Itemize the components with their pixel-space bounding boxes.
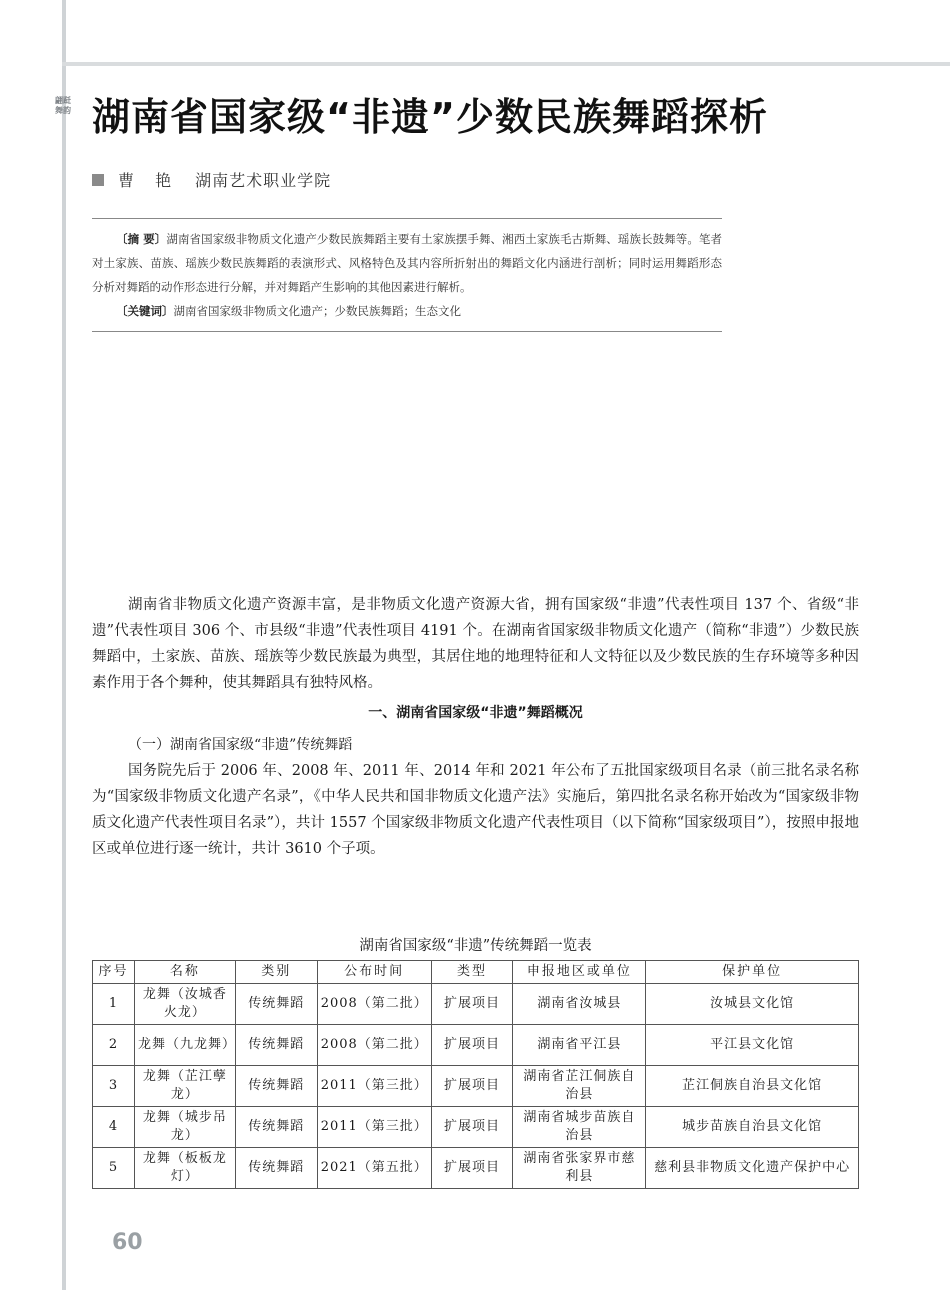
table-cell: 扩展项目 xyxy=(431,1066,513,1107)
table-cell: 3 xyxy=(93,1066,135,1107)
keywords-label: 〔关键词〕 xyxy=(116,304,174,318)
table-row xyxy=(93,1025,859,1066)
table-row xyxy=(93,1066,859,1107)
table-cell: 传统舞蹈 xyxy=(235,1107,317,1148)
section-heading-1: 一、湖南省国家级“非遗”舞蹈概况 xyxy=(368,705,583,721)
author-marker-icon xyxy=(92,174,104,186)
dance-table xyxy=(92,960,859,1189)
table-cell: 扩展项目 xyxy=(431,1107,513,1148)
top-rule xyxy=(62,62,950,66)
subsection-heading-1: （一）湖南省国家级“非遗”传统舞蹈 xyxy=(128,737,353,753)
keywords xyxy=(92,299,722,323)
table-cell: 扩展项目 xyxy=(431,1148,513,1189)
abstract-label: 〔摘 要〕 xyxy=(116,232,167,246)
table-row xyxy=(93,1107,859,1148)
article-title: 湖南省国家级“非遗”少数民族舞蹈探析 xyxy=(92,95,768,139)
header-cell: 名称 xyxy=(134,961,235,984)
table-cell: 湖南省平江县 xyxy=(513,1025,646,1066)
left-margin-bar xyxy=(62,0,66,1290)
author-line xyxy=(92,168,331,191)
abstract xyxy=(92,227,722,299)
header-cell: 类别 xyxy=(235,961,317,984)
table-row xyxy=(93,984,859,1025)
table-cell: 2011（第三批） xyxy=(317,1066,431,1107)
table-header-row xyxy=(93,961,859,984)
table-cell: 2 xyxy=(93,1025,135,1066)
table-cell: 2008（第二批） xyxy=(317,1025,431,1066)
keywords-text: 湖南省国家级非物质文化遗产；少数民族舞蹈；生态文化 xyxy=(173,304,461,318)
table-cell: 龙舞（九龙舞） xyxy=(134,1025,235,1066)
table-cell: 湖南省汝城县 xyxy=(513,984,646,1025)
author-institution: 湖南艺术职业学院 xyxy=(195,171,332,190)
table-cell: 5 xyxy=(93,1148,135,1189)
table-cell: 湖南省芷江侗族自治县 xyxy=(513,1066,646,1107)
header-cell: 申报地区或单位 xyxy=(513,961,646,984)
table-cell: 龙舞（城步吊龙） xyxy=(134,1107,235,1148)
table-cell: 城步苗族自治县文化馆 xyxy=(646,1107,859,1148)
article-body xyxy=(92,592,859,862)
header-cell: 保护单位 xyxy=(646,961,859,984)
table-cell: 传统舞蹈 xyxy=(235,1066,317,1107)
paragraph-2: 国务院先后于 2006 年、2008 年、2011 年、2014 年和 2021 年公布了五批国家级项目名录（前三批名录名称为“国家级非物质文化遗产名录”，《中华人民共和国非物质文化遗产法》实施后，第四批名录名称开始改为“国家级非物质文化遗产代表性项目名录”），共计 1557 个国家级非物质文化遗产代表性项目（以下简称“国家级项目”），按照申报地区或单位进行逐一统计，共计 3610 个子项。 xyxy=(92,763,859,857)
table-cell: 2008（第二批） xyxy=(317,984,431,1025)
table-cell: 1 xyxy=(93,984,135,1025)
section-tag: 翩跹舞韵 xyxy=(55,96,71,115)
author-name: 曹 艳 xyxy=(118,171,180,190)
table-cell: 慈利县非物质文化遗产保护中心 xyxy=(646,1148,859,1189)
table-cell: 2011（第三批） xyxy=(317,1107,431,1148)
table-caption: 湖南省国家级“非遗”传统舞蹈一览表 xyxy=(359,938,592,954)
abstract-text: 湖南省国家级非物质文化遗产少数民族舞蹈主要有土家族摆手舞、湘西土家族毛古斯舞、瑶族长鼓舞等。笔者对土家族、苗族、瑶族少数民族舞蹈的表演形式、风格特色及其内容所折射出的舞蹈文化内涵进行剖析；同时运用舞蹈形态分析对舞蹈的动作形态进行分解，并对舞蹈产生影响的其他因素进行解析。 xyxy=(92,232,722,294)
table-row xyxy=(93,1148,859,1189)
table-cell: 4 xyxy=(93,1107,135,1148)
header-cell: 序号 xyxy=(93,961,135,984)
table-cell: 龙舞（汝城香火龙） xyxy=(134,984,235,1025)
table-cell: 湖南省张家界市慈利县 xyxy=(513,1148,646,1189)
table-cell: 芷江侗族自治县文化馆 xyxy=(646,1066,859,1107)
intro-paragraph: 湖南省非物质文化遗产资源丰富，是非物质文化遗产资源大省，拥有国家级“非遗”代表性项目 137 个、省级“非遗”代表性项目 306 个、市县级“非遗”代表性项目 4191 个。在湖南省国家级非物质文化遗产（简称“非遗”）少数民族舞蹈中，土家族、苗族、瑶族等少数民族最为典型，其居住地的地理特征和人文特征以及少数民族的生存环境等多种因素作用于各个舞种，使其舞蹈具有独特风格。 xyxy=(92,597,859,691)
page-number: 60 xyxy=(112,1230,143,1255)
table-cell: 湖南省城步苗族自治县 xyxy=(513,1107,646,1148)
table-cell: 传统舞蹈 xyxy=(235,984,317,1025)
table-cell: 传统舞蹈 xyxy=(235,1148,317,1189)
table-cell: 平江县文化馆 xyxy=(646,1025,859,1066)
header-cell: 类型 xyxy=(431,961,513,984)
table-cell: 龙舞（芷江孽龙） xyxy=(134,1066,235,1107)
table-cell: 扩展项目 xyxy=(431,984,513,1025)
table-cell: 扩展项目 xyxy=(431,1025,513,1066)
table-cell: 汝城县文化馆 xyxy=(646,984,859,1025)
table-cell: 传统舞蹈 xyxy=(235,1025,317,1066)
table-cell: 2021（第五批） xyxy=(317,1148,431,1189)
table-cell: 龙舞（板板龙灯） xyxy=(134,1148,235,1189)
abstract-box xyxy=(92,218,722,332)
header-cell: 公布时间 xyxy=(317,961,431,984)
